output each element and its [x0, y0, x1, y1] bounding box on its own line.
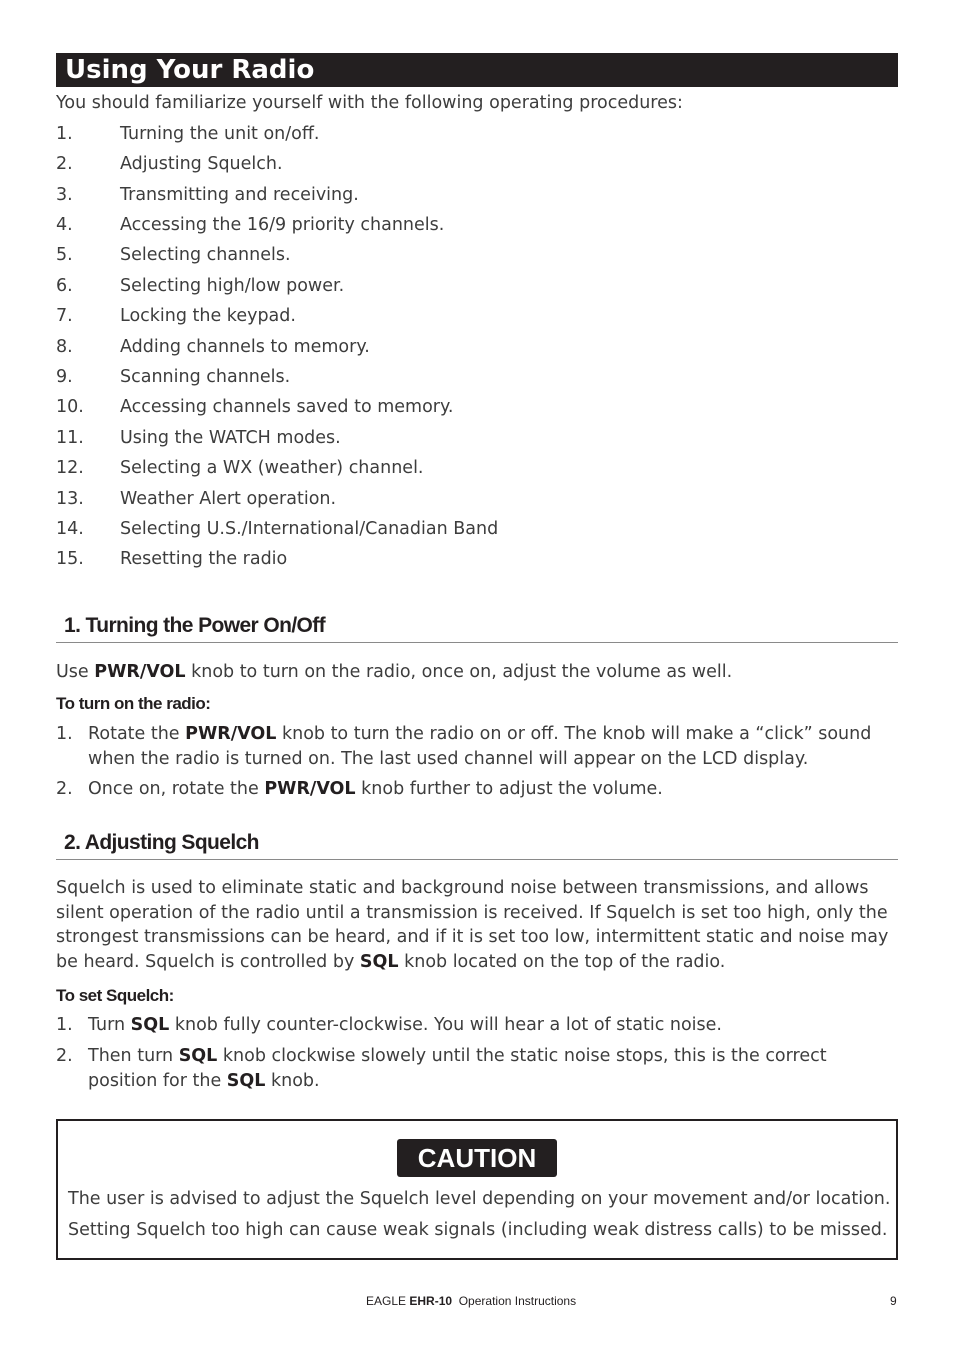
caution-text-line-1: The user is advised to adjust the Squelch level depending on your movement and/or location. — [68, 1189, 891, 1209]
caution-text-line-2: Setting Squelch too high can cause weak signals (including weak distress calls) to be missed. — [68, 1220, 888, 1240]
caution-label: CAUTION — [397, 1139, 557, 1177]
section-heading-power: 1. Turning the Power On/Off — [56, 613, 898, 643]
squelch-description: Squelch is used to eliminate static and background noise between transmissions, and allows silent operation of the radio until a transmission is received. If Squelch is set too high, only the strongest transmissions can be heard, and if it is set too low, intermittent static and noise may be heard. Squelch is controlled by SQL knob located on the top of the radio. — [56, 878, 889, 972]
intro-text: You should familiarize yourself with the following operating procedures: — [56, 93, 683, 113]
subheading-set-squelch: To set Squelch: — [56, 986, 174, 1005]
page-number: 9 — [890, 1294, 897, 1308]
footer-doc-title: EAGLE EHR-10 Operation Instructions — [366, 1294, 577, 1308]
power-intro-text: Use PWR/VOL knob to turn on the radio, once on, adjust the volume as well. — [56, 662, 733, 682]
page-title: Using Your Radio — [56, 53, 898, 87]
caution-box — [56, 1119, 898, 1260]
subheading-turn-on: To turn on the radio: — [56, 694, 211, 713]
section-heading-squelch: 2. Adjusting Squelch — [56, 830, 898, 860]
